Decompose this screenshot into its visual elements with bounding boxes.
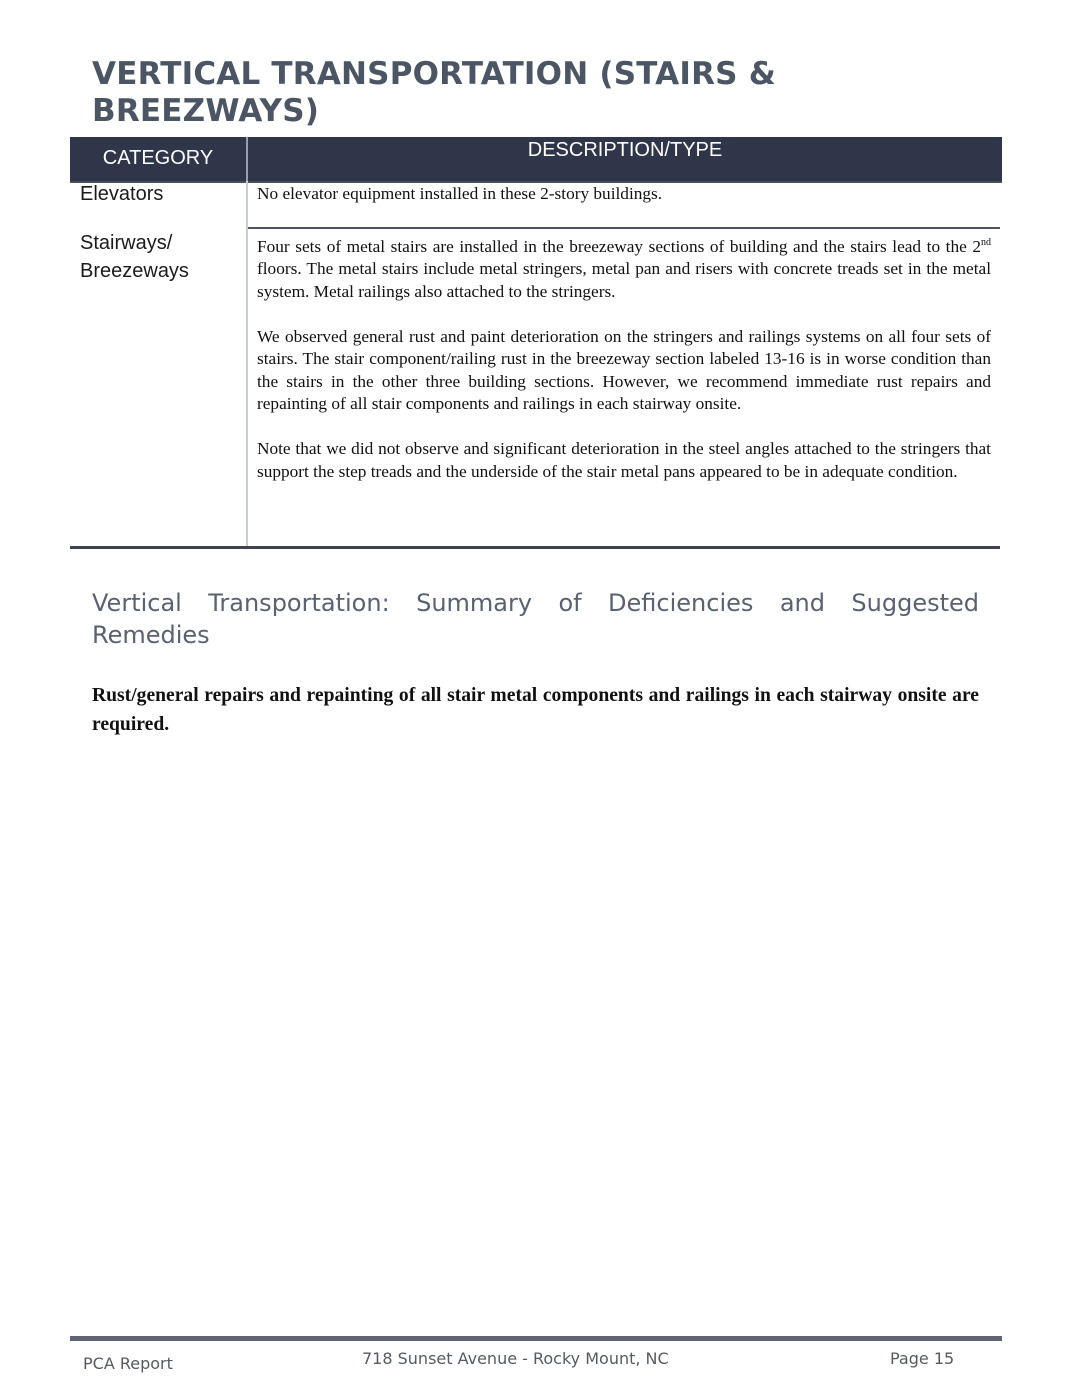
summary-text: Rust/general repairs and repainting of all stair metal components and railings in each stairway onsite are required. <box>92 685 979 735</box>
category-column-header: CATEGORY <box>102 147 214 169</box>
table-header <box>70 137 1002 183</box>
footer-page-number: Page 15 <box>890 1349 955 1368</box>
footer-address: 718 Sunset Avenue - Rocky Mount, NC <box>362 1349 669 1368</box>
stairs-paragraph-3: Note that we did not observe and significant deterioration in the steel angles attached to the stringers that support the step treads and the underside of the stair metal pans appeared to be in adequate condition. <box>257 438 991 481</box>
category-cell-elevators: Elevators <box>80 183 164 205</box>
table-column-divider <box>246 181 248 548</box>
description-cell-elevators: No elevator equipment installed in these 2-story buildings. <box>257 184 663 203</box>
summary-heading: Vertical Transportation: Summary of Deficiencies and Suggested Remedies <box>92 589 979 649</box>
page-title: VERTICAL TRANSPORTATION (STAIRS & BREEZWAYS) <box>92 56 776 129</box>
stairs-paragraph-1: Four sets of metal stairs are installed in the breezeway sections of building and the stairs lead to the 2nd floors. The metal stairs include metal stringers, metal pan and risers with concrete treads set in the metal system. Metal railings also attached to the stringers. <box>257 236 991 301</box>
row-divider <box>248 227 1000 229</box>
table-bottom-border <box>70 546 1000 549</box>
stairs-paragraph-2: We observed general rust and paint deterioration on the stringers and railings systems on all four sets of stairs. The stair component/railing rust in the breezeway section labeled 13-16 is in worse condition than the stairs in the other three building sections. However, we recommend immediate rust repairs and repainting of all stair components and railings in each stairway onsite. <box>257 326 991 414</box>
description-column-header: DESCRIPTION/TYPE <box>527 139 723 161</box>
footer-rule <box>70 1336 1002 1341</box>
description-cell-stairways <box>257 232 991 505</box>
category-cell-stairways: Stairways/ Breezeways <box>80 232 189 282</box>
footer-report-label: PCA Report <box>83 1354 173 1373</box>
